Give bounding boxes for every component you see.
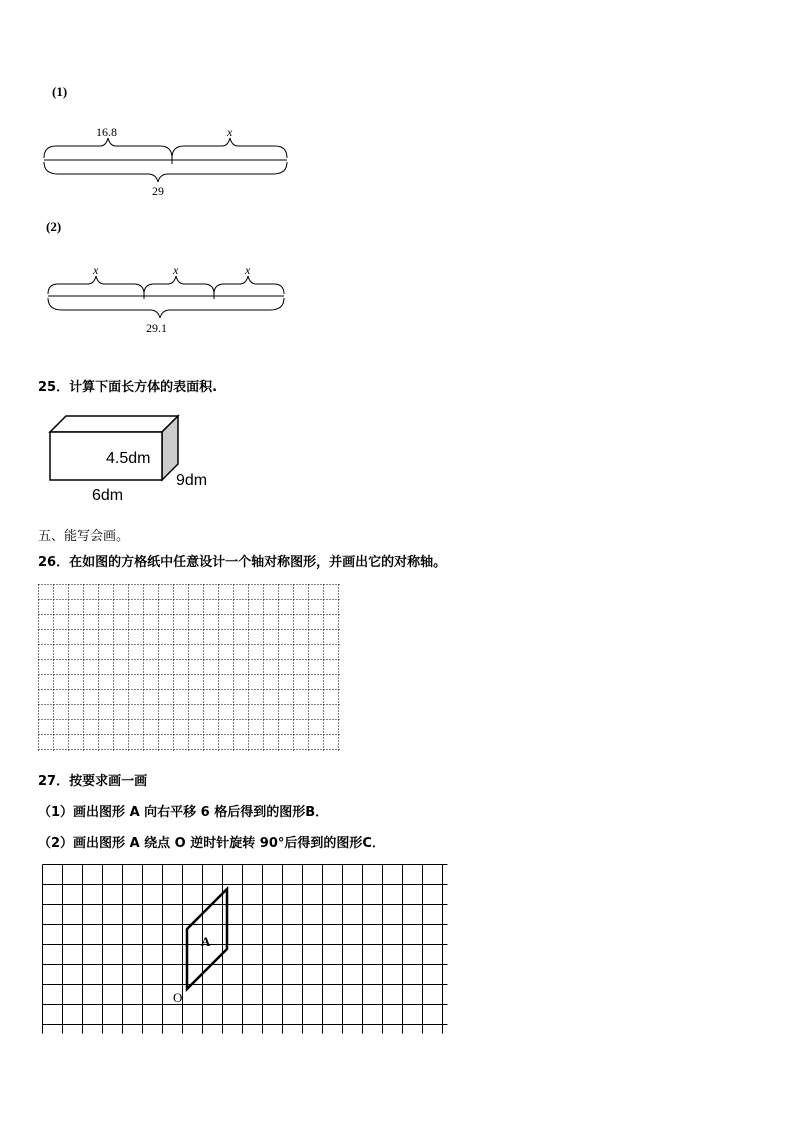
brace-top-left [44,138,172,158]
part-1-label: (1) [52,84,68,99]
question-27-title: 27．按要求画一画 [38,774,148,789]
question-27-step-1: （1）画出图形 A 向右平移 6 格后得到的图形B． [38,805,329,820]
question-25: 25．计算下面长方体的表面积. [38,380,218,395]
part-2-label: (2) [46,219,62,234]
brace-top-a [48,276,144,294]
dotted-grid-paper [38,584,340,752]
length-label: 6dm [92,487,124,504]
brace-top-right [172,138,287,158]
section-5-heading: 五、能写会画。 [38,529,130,544]
label-x-b: x [173,263,179,277]
label-x-c: x [245,263,251,277]
label-29-1: 29.1 [146,321,167,335]
label-x-a: x [93,263,99,277]
cuboid-top-face [50,416,178,432]
cuboid-figure [46,412,186,482]
brace-bottom-2 [48,298,284,318]
question-27-step-2: （2）画出图形 A 绕点 O 逆时针旋转 90°后得到的图形C． [38,836,385,851]
brace-top-b [144,276,214,294]
shape-a-label: A [201,934,211,949]
segment-diagram-1 [40,120,300,205]
brace-bottom [44,162,287,182]
width-label: 9dm [176,472,208,489]
segment-diagram-2 [44,258,294,338]
square-grid [42,864,448,1034]
label-16-8: 16.8 [96,125,117,139]
brace-top-c [214,276,284,294]
label-x-1: x [227,125,233,139]
height-label: 4.5dm [106,450,151,467]
point-o-label: O [173,990,183,1005]
label-29: 29 [152,184,164,198]
question-26: 26．在如图的方格纸中任意设计一个轴对称图形，并画出它的对称轴。 [38,555,447,570]
